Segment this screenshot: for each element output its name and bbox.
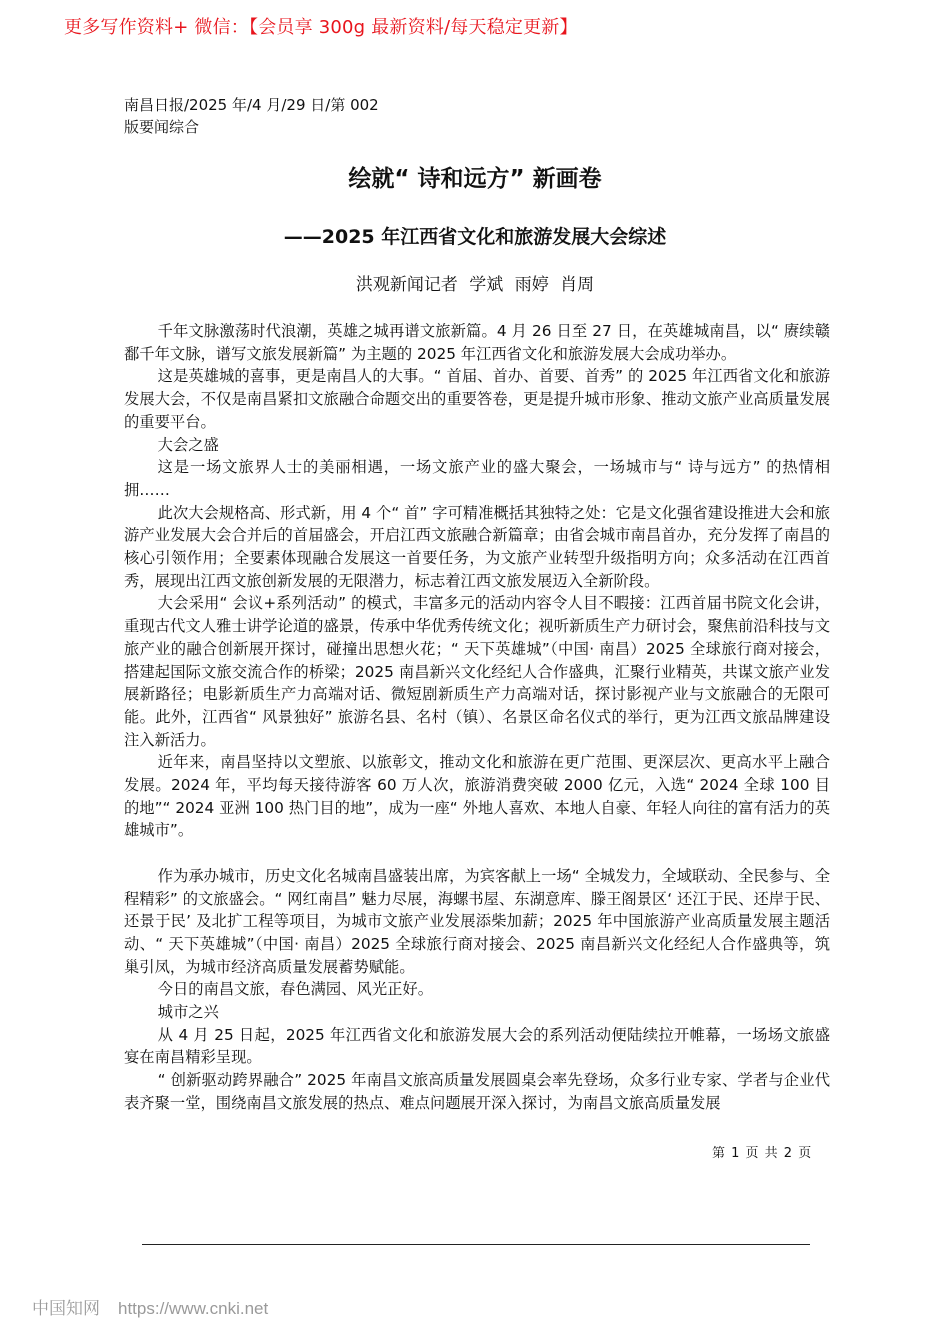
article-subtitle: ——2025 年江西省文化和旅游发展大会综述: [283, 226, 667, 248]
article-title: 绘就“ 诗和远方” 新画卷: [348, 166, 602, 192]
promo-banner: 更多写作资料+ 微信：【会员享 300g 最新资料/每天稳定更新】: [64, 17, 578, 38]
paragraph: 这是英雄城的喜事，更是南昌人的大事。“ 首届、首办、首要、首秀” 的 2025 年江西省文化和旅游发展大会，不仅是南昌紧扣文旅融合命题交出的重要答卷，更是提升城市形象、推动文旅产业高质量发展的重要平台。: [124, 367, 830, 431]
paragraph: 千年文脉激荡时代浪潮，英雄之城再谱文旅新篇。4 月 26 日至 27 日，在英雄城南昌，以“ 赓续赣鄱千年文脉，谱写文旅发展新篇” 为主题的 2025 年江西省文化和旅游发展大会成功举办。: [124, 322, 830, 363]
paragraph: 今日的南昌文旅，春色满园、风光正好。: [157, 980, 434, 999]
paragraph: 这是一场文旅界人士的美丽相遇，一场文旅产业的盛大聚会，一场城市与“ 诗与远方” 的热情相拥……: [124, 458, 830, 499]
source-meta: [124, 94, 379, 138]
cnki-watermark: [32, 1294, 268, 1319]
cnki-url: https://www.cnki.net: [118, 1299, 269, 1318]
paragraph: 此次大会规格高、形式新，用 4 个“ 首” 字可精准概括其独特之处：它是文化强省建设推进大会和旅游产业发展大会合并后的首届盛会，开启江西文旅融合新篇章；由省会城市南昌首办，充分发挥了南昌的核心引领作用；全要素体现融合发展这一首要任务，为文旅产业转型升级指明方向；众多活动在江西首秀，展现出江西文旅创新发展的无限潜力，标志着江西文旅发展迈入全新阶段。: [124, 503, 830, 590]
paragraph: 大会采用“ 会议+系列活动” 的模式，丰富多元的活动内容令人目不暇接：江西首届书院文化会讲，重现古代文人雅士讲学论道的盛景，传承中华优秀传统文化；视听新质生产力研讨会，聚焦前沿科技与文旅产业的融合创新展开探讨，碰撞出思想火花；“ 天下英雄城”（中国· 南昌）2025 全球旅行商对接会，搭建起国际文旅交流合作的桥梁；2025 南昌新兴文化经纪人合作盛典，汇聚行业精英，共谋文旅产业发展新路径；电影新质生产力高端对话、微短剧新质生产力高端对话，探讨影视产业与文旅融合的无限可能。此外，江西省“ 风景独好” 旅游名县、名村（镇）、名景区命名仪式的举行，更为江西文旅品牌建设注入新活力。: [124, 594, 830, 749]
article-body: [124, 320, 830, 1115]
paragraph: “ 创新驱动跨界融合” 2025 年南昌文旅高质量发展圆桌会率先登场，众多行业专家、学者与企业代表齐聚一堂，围绕南昌文旅发展的热点、难点问题展开深入探讨，为南昌文旅高质量发展: [124, 1071, 830, 1112]
section-heading: 城市之兴: [157, 1003, 219, 1022]
source-meta-line-1: 南昌日报/2025 年/4 月/29 日/第 002: [124, 96, 379, 114]
paragraph: 近年来，南昌坚持以文塑旅、以旅彰文，推动文化和旅游在更广范围、更深层次、更高水平上融合发展。2024 年，平均每天接待游客 60 万人次，旅游消费突破 2000 亿元，入选“ 2024 全球 100 目的地”“ 2024 亚洲 100 热门目的地”，成为一座“ 外地人喜欢、本地人自豪、年轻人向往的富有活力的英雄城市”。: [124, 753, 830, 840]
section-heading: 大会之盛: [157, 435, 219, 454]
source-meta-line-2: 版要闻综合: [124, 118, 200, 136]
page-indicator: 第 1 页 共 2 页: [712, 1146, 813, 1161]
paragraph: 作为承办城市，历史文化名城南昌盛装出席，为宾客献上一场“ 全城发力，全域联动、全民参与、全程精彩” 的文旅盛会。“ 网红南昌” 魅力尽展，海螺书屋、东湖意库、滕王阁景区‘ 还江于民、还岸于民、还景于民’ 及北扩工程等项目，为城市文旅产业发展添柴加薪；2025 年中国旅游产业高质量发展主题活动、“ 天下英雄城”（中国· 南昌）2025 全球旅行商对接会、2025 南昌新兴文化经纪人合作盛典等，筑巢引凤，为城市经济高质量发展蓄势赋能。: [124, 866, 830, 976]
cnki-logo-text: 中国知网: [32, 1299, 100, 1318]
paragraph: 从 4 月 25 日起，2025 年江西省文化和旅游发展大会的系列活动便陆续拉开帷幕，一场场文旅盛宴在南昌精彩呈现。: [124, 1025, 830, 1067]
footer-divider: [142, 1244, 810, 1245]
article-authors: 洪观新闻记者 学斌 雨婷 肖周: [355, 275, 595, 295]
